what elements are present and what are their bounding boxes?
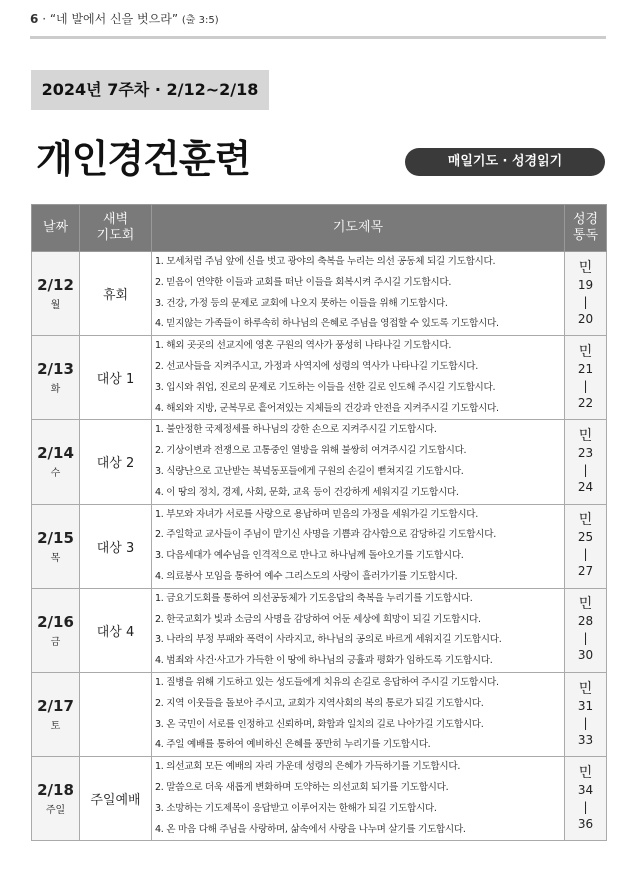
reading-cell — [565, 672, 607, 756]
header-dawn-line2: 기도회 — [96, 228, 135, 243]
reading-from: 28 — [577, 614, 594, 629]
dawn-cell: 휴회 — [80, 252, 152, 336]
header-divider — [30, 36, 606, 39]
prayer-item: 4. 주일 예배를 통하여 예비하신 은혜를 풍만히 누리기를 기도합시다. — [155, 739, 431, 751]
dawn-cell: 대상 3 — [80, 504, 152, 588]
date-text: 2/15 — [37, 528, 74, 547]
dawn-cell: 대상 1 — [80, 336, 152, 420]
date-text: 2/18 — [37, 781, 74, 800]
page-number: 6 — [30, 12, 39, 26]
prayer-item: 1. 모세처럼 주님 앞에 신을 벗고 광야의 축복을 누리는 의선 공동체 되길 기도합시다. — [155, 256, 496, 267]
prayer-item: 3. 입시와 취업, 진로의 문제로 기도하는 이들을 선한 길로 인도해 주시길 기도합시다. — [155, 381, 496, 393]
table-row — [32, 504, 607, 588]
prayer-item: 1. 질병을 위해 기도하고 있는 성도들에게 치유의 손길로 응답하여 주시길 기도합시다. — [155, 676, 499, 688]
header-dawn — [80, 205, 152, 252]
reading-to: 24 — [577, 479, 594, 494]
prayer-cell — [152, 420, 565, 504]
prayer-cell — [152, 672, 565, 756]
category-pill: 매일기도 · 성경읽기 — [405, 148, 605, 176]
header-quote: “네 발에서 신을 벗으라” — [49, 12, 179, 26]
reading-cell — [565, 420, 607, 504]
date-text: 2/17 — [37, 697, 74, 716]
reading-dash: | — [583, 378, 588, 393]
date-cell — [32, 588, 80, 672]
page-title: 개인경건훈련 — [36, 137, 251, 181]
prayer-item: 3. 소망하는 기도제목이 응답받고 이루어지는 한해가 되길 기도합시다. — [155, 802, 437, 814]
prayer-item: 3. 식량난으로 고난받는 북녘동포들에게 구원의 손길이 뻗쳐지길 기도합시다. — [155, 465, 464, 477]
reading-cell — [565, 336, 607, 420]
date-cell — [32, 757, 80, 841]
table-row — [32, 757, 607, 841]
reading-book: 민 — [578, 596, 593, 613]
reading-cell — [565, 252, 607, 336]
prayer-item: 1. 의선교회 모든 예배의 자리 가운데 성령의 은혜가 가득하기를 기도합시다. — [155, 761, 461, 773]
date-cell — [32, 672, 80, 756]
header-reading-line1: 성경 — [572, 212, 599, 227]
page-header — [30, 10, 606, 34]
header-reference: (출 3:5) — [181, 15, 219, 26]
date-text: 2/13 — [37, 360, 74, 379]
table-row — [32, 588, 607, 672]
reading-dash: | — [583, 462, 588, 477]
reading-book: 민 — [578, 764, 593, 781]
prayer-item: 2. 믿음이 연약한 이들과 교회를 떠난 이들을 회복시켜 주시길 기도합시다. — [155, 276, 452, 288]
prayer-item: 1. 불안정한 국제정세를 하나님의 강한 손으로 지켜주시길 기도합시다. — [155, 424, 437, 436]
header-dawn-line1: 새벽 — [102, 212, 129, 227]
prayer-item: 4. 이 땅의 정치, 경제, 사회, 문화, 교육 등이 건강하게 세워지길 기도합시다. — [155, 486, 459, 498]
prayer-item: 2. 주일학교 교사들이 주님이 맡기신 사명을 기쁨과 감사함으로 감당하길 기도합시다. — [155, 529, 496, 541]
reading-book: 민 — [578, 343, 593, 360]
prayer-item: 4. 해외와 지방, 군복무로 흩어져있는 지체들의 건강과 안전을 지켜주시길 기도합시다. — [155, 402, 499, 414]
date-cell — [32, 504, 80, 588]
day-of-week: 금 — [50, 636, 61, 648]
prayer-item: 4. 의료봉사 모임을 통하여 예수 그리스도의 사랑이 흘러가기를 기도합시다. — [155, 570, 458, 582]
dawn-cell — [80, 672, 152, 756]
prayer-item: 2. 지역 이웃들을 돌보아 주시고, 교회가 지역사회의 복의 통로가 되길 기도합시다. — [155, 697, 484, 709]
reading-to: 20 — [577, 311, 594, 326]
prayer-cell — [152, 757, 565, 841]
reading-from: 21 — [577, 361, 594, 376]
reading-dash: | — [583, 547, 588, 562]
prayer-item: 2. 말씀으로 더욱 새롭게 변화하며 도약하는 의선교회 되기를 기도합시다. — [155, 781, 449, 793]
prayer-cell — [152, 252, 565, 336]
prayer-item: 2. 선교사들을 지켜주시고, 가정과 사역지에 성령의 역사가 나타나길 기도합시다. — [155, 360, 479, 372]
date-cell — [32, 336, 80, 420]
table-header-row — [32, 205, 607, 252]
prayer-table — [31, 204, 607, 841]
reading-book: 민 — [578, 680, 593, 697]
date-cell — [32, 252, 80, 336]
reading-cell — [565, 588, 607, 672]
reading-book: 민 — [578, 512, 593, 529]
reading-from: 19 — [577, 277, 594, 292]
day-of-week: 토 — [50, 721, 61, 733]
reading-to: 36 — [577, 816, 594, 831]
header-date: 날짜 — [32, 205, 80, 252]
dawn-cell: 대상 4 — [80, 588, 152, 672]
prayer-item: 1. 금요기도회를 통하여 의선공동체가 기도응답의 축복을 누리기를 기도합시다. — [155, 592, 473, 604]
reading-dash: | — [583, 294, 588, 309]
reading-cell — [565, 504, 607, 588]
date-text: 2/16 — [37, 612, 74, 631]
prayer-item: 1. 해외 곳곳의 선교지에 영혼 구원의 역사가 풍성히 나타나길 기도합시다. — [155, 340, 452, 352]
header-separator: · — [42, 12, 47, 26]
prayer-cell — [152, 504, 565, 588]
reading-dash: | — [583, 715, 588, 730]
date-text: 2/14 — [37, 444, 74, 463]
header-reading-line2: 통독 — [572, 228, 599, 243]
reading-from: 31 — [577, 698, 594, 713]
prayer-item: 4. 범죄와 사건·사고가 가득한 이 땅에 하나님의 긍휼과 평화가 임하도록 기도합시다. — [155, 655, 493, 667]
date-cell — [32, 420, 80, 504]
reading-from: 34 — [577, 782, 594, 797]
prayer-item: 4. 온 마음 다해 주님을 사랑하며, 삶속에서 사랑을 나누며 살기를 기도합시다. — [155, 823, 466, 835]
week-label: 2024년 7주차 · 2/12~2/18 — [31, 70, 269, 110]
dawn-cell: 주일예배 — [80, 757, 152, 841]
dawn-cell: 대상 2 — [80, 420, 152, 504]
reading-book: 민 — [578, 259, 593, 276]
prayer-cell — [152, 336, 565, 420]
reading-dash: | — [583, 631, 588, 646]
reading-dash: | — [583, 799, 588, 814]
table-row — [32, 252, 607, 336]
day-of-week: 주일 — [45, 805, 66, 817]
reading-from: 25 — [577, 530, 594, 545]
prayer-item: 3. 다음세대가 예수님을 인격적으로 만나고 하나님께 돌아오기를 기도합시다. — [155, 550, 464, 562]
reading-cell — [565, 757, 607, 841]
reading-book: 민 — [578, 427, 593, 444]
table-row — [32, 420, 607, 504]
prayer-item: 3. 나라의 부정 부패와 폭력이 사라지고, 하나님의 공의로 바르게 세워지길 기도합시다. — [155, 634, 502, 646]
header-prayer: 기도제목 — [152, 205, 565, 252]
prayer-item: 4. 믿지않는 가족들이 하루속히 하나님의 은혜로 주님을 영접할 수 있도록 기도합시다. — [155, 318, 499, 330]
prayer-item: 3. 건강, 가정 등의 문제로 교회에 나오지 못하는 이들을 위해 기도합시다. — [155, 297, 448, 309]
date-text: 2/12 — [37, 276, 74, 295]
reading-to: 30 — [577, 648, 594, 663]
prayer-item: 2. 기상이변과 전쟁으로 고통중인 열방을 위해 불쌍히 여겨주시길 기도합시다. — [155, 445, 467, 457]
day-of-week: 목 — [50, 552, 61, 564]
reading-to: 22 — [577, 395, 594, 410]
table-row — [32, 672, 607, 756]
day-of-week: 월 — [50, 300, 61, 312]
day-of-week: 화 — [50, 384, 61, 396]
reading-to: 27 — [577, 564, 594, 579]
prayer-item: 3. 온 국민이 서로를 인정하고 신뢰하며, 화합과 일치의 길로 나아가길 기도합시다. — [155, 718, 484, 730]
table-row — [32, 336, 607, 420]
reading-from: 23 — [577, 445, 594, 460]
prayer-item: 1. 부모와 자녀가 서로를 사랑으로 용납하며 믿음의 가정을 세워가길 기도합시다. — [155, 508, 479, 520]
day-of-week: 수 — [50, 468, 61, 480]
prayer-cell — [152, 588, 565, 672]
header-reading — [565, 205, 607, 252]
reading-to: 33 — [577, 732, 594, 747]
prayer-item: 2. 한국교회가 빛과 소금의 사명을 감당하여 어둔 세상에 희망이 되길 기도합시다. — [155, 613, 481, 625]
